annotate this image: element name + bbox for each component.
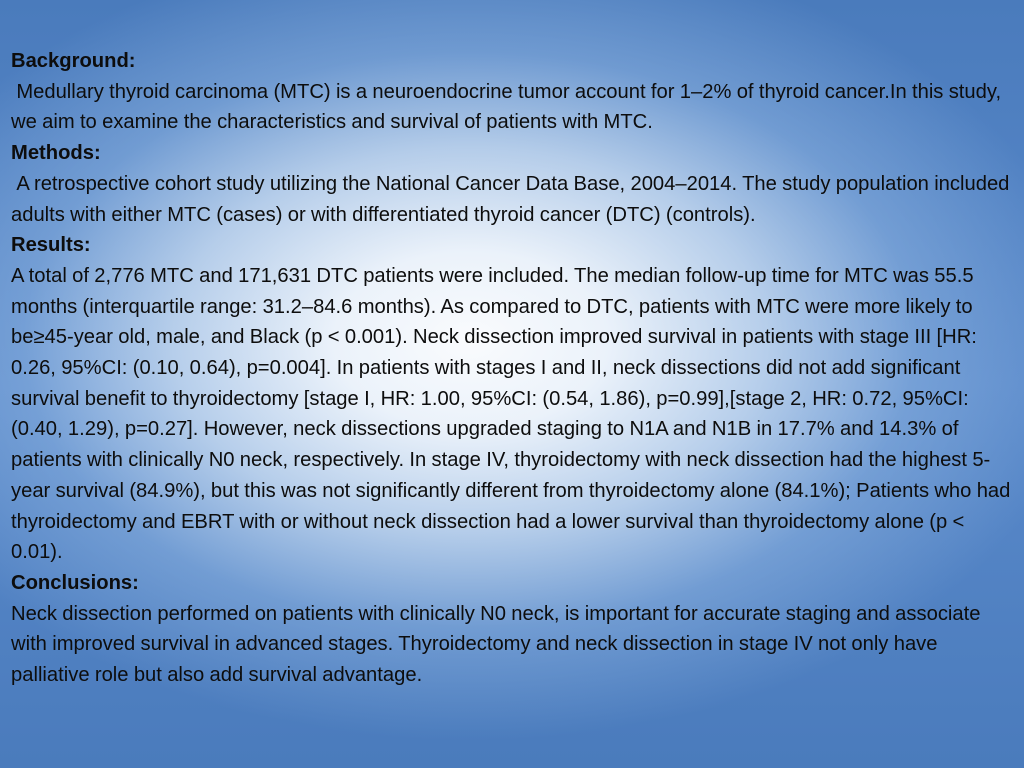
results-heading: Results: [11, 234, 91, 257]
background-paragraph: Medullary thyroid carcinoma (MTC) is a neuroendocrine tumor account for 1–2% of thyroid cancer.In this study, we aim to examine the characteristics and survival of patients with MTC. [11, 80, 1007, 134]
methods-heading: Methods: [11, 142, 101, 165]
conclusions-heading: Conclusions: [11, 571, 139, 594]
conclusions-paragraph: Neck dissection performed on patients with clinically N0 neck, is important for accurate staging and associate with improved survival in advanced stages. Thyroidectomy and neck dissection in stage IV not only have palliative role but also add survival advantage. [11, 602, 981, 687]
background-heading: Background: [11, 50, 136, 72]
results-paragraph: A total of 2,776 MTC and 171,631 DTC patients were included. The median follow-up time for MTC was 55.5 months (interquartile range: 31.2–84.6 months). As compared to DTC, patients with MTC were more likely to be≥45-year old, male, and Black (p < 0.001). Neck dissection improved survival in patients with stage III [HR: 0.26, 95%CI: (0.10, 0.64), p=0.004]. In patients with stages I and II, neck dissections did not add significant survival benefit to thyroidectomy [stage I, HR: 1.00, 95%CI: (0.54, 1.86), p=0.99],[stage 2, HR: 0.72, 95%CI: (0.40, 1.29), p=0.27]. However, neck dissections upgraded staging to N1A and N1B in 17.7% and 14.3% of patients with clinically N0 neck, respectively. In stage IV, thyroidectomy with neck dissection had the highest 5-year survival (84.9%), but this was not significantly different from thyroidectomy alone (84.1%); Patients who had thyroidectomy and EBRT with or without neck dissection had a lower survival than thyroidectomy alone (p < 0.01). [11, 264, 1011, 564]
abstract-text-block [11, 46, 1014, 691]
methods-paragraph: A retrospective cohort study utilizing the National Cancer Data Base, 2004–2014. The study population included adults with either MTC (cases) or with differentiated thyroid cancer (DTC) (controls). [11, 172, 1015, 226]
